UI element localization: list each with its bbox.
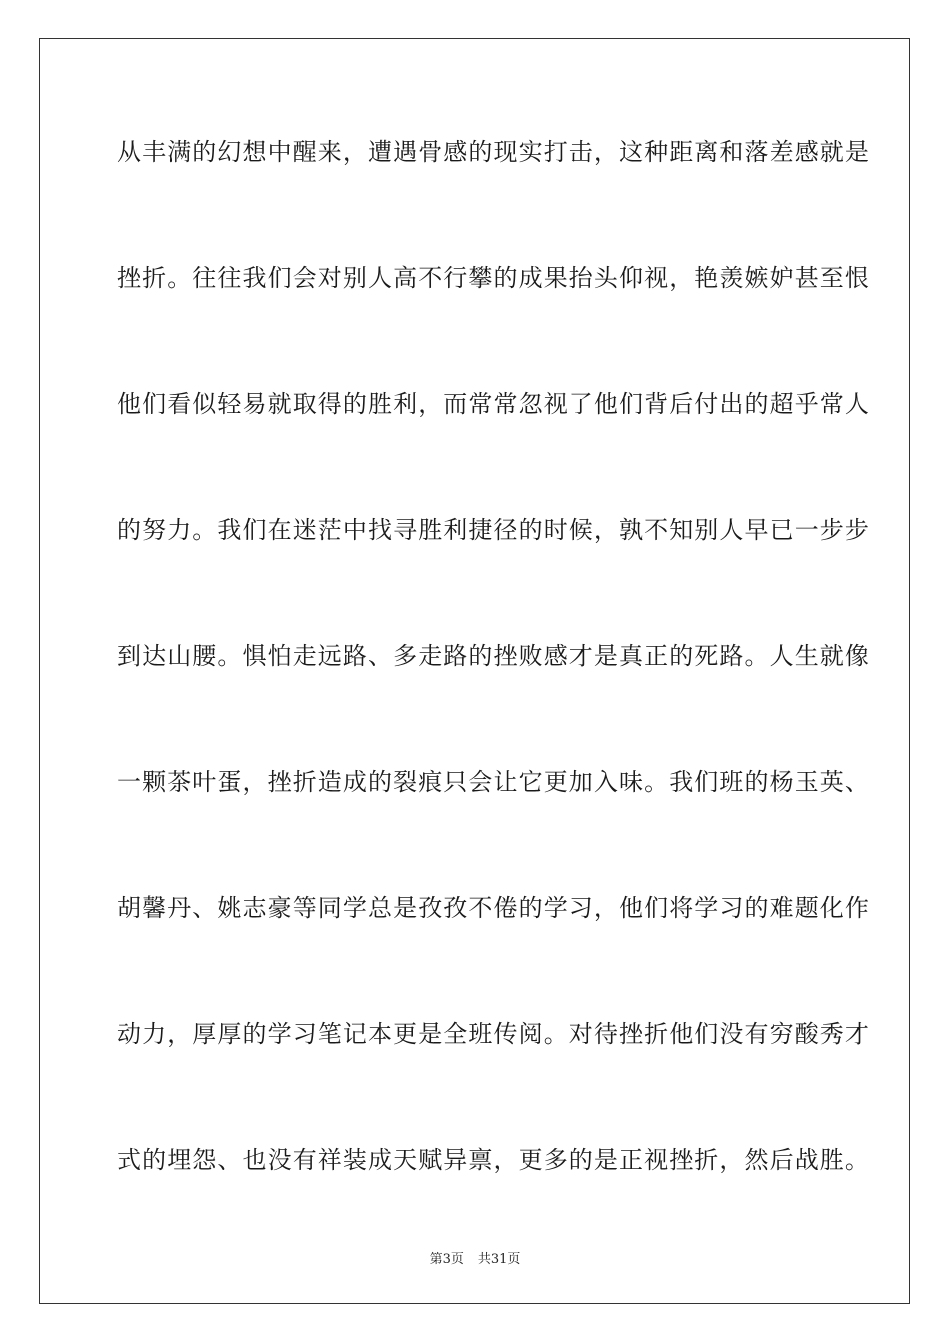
text-line: 他们看似轻易就取得的胜利，而常常忽视了他们背后付出的超乎常人 [117, 390, 870, 418]
total-pages: 共31页 [477, 1252, 521, 1267]
page-footer [0, 1248, 950, 1267]
page-number: 第3页 [429, 1252, 464, 1267]
text-line: 从丰满的幻想中醒来，遭遇骨感的现实打击，这种距离和落差感就是 [117, 138, 870, 166]
text-line: 动力，厚厚的学习笔记本更是全班传阅。对待挫折他们没有穷酸秀才 [117, 1020, 870, 1048]
text-line: 挫折。往往我们会对别人高不行攀的成果抬头仰视，艳羡嫉妒甚至恨 [117, 264, 870, 292]
text-line: 的努力。我们在迷茫中找寻胜利捷径的时候，孰不知别人早已一步步 [117, 516, 870, 544]
body-text [117, 124, 870, 1258]
text-line: 胡馨丹、姚志豪等同学总是孜孜不倦的学习，他们将学习的难题化作 [117, 894, 870, 922]
text-line: 到达山腰。惧怕走远路、多走路的挫败感才是真正的死路。人生就像 [117, 642, 870, 670]
text-line: 一颗茶叶蛋，挫折造成的裂痕只会让它更加入味。我们班的杨玉英、 [117, 768, 870, 796]
text-line: 式的埋怨、也没有祥装成天赋异禀，更多的是正视挫折，然后战胜。 [117, 1146, 870, 1174]
